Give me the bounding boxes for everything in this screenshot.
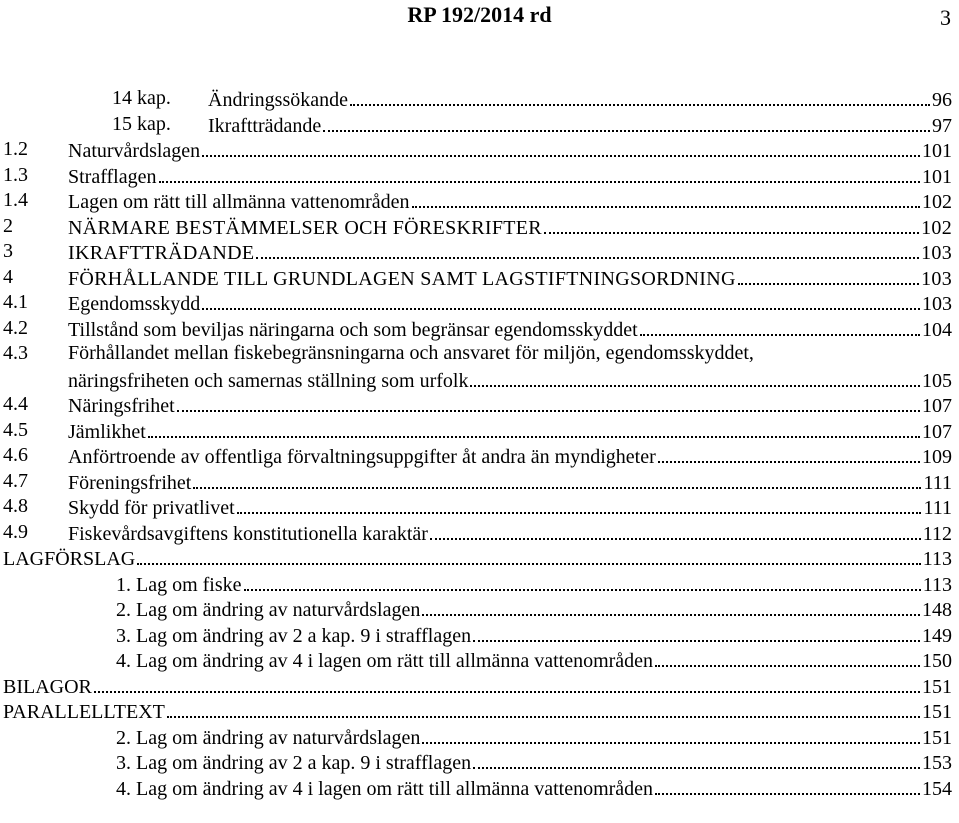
toc-entry[interactable]: [0, 341, 952, 367]
dot-leader: [148, 418, 920, 438]
toc-entry[interactable]: [0, 265, 952, 291]
dot-leader: [244, 571, 921, 591]
toc-entry-number: 4.8: [3, 495, 28, 517]
toc-entry-page: 151: [922, 675, 952, 698]
toc-entry-page: 102: [921, 216, 952, 239]
toc-entry-number: 1.2: [3, 138, 28, 160]
toc-entry-page: 102: [922, 191, 952, 213]
toc-entry-number: 4.6: [3, 444, 28, 466]
dot-leader: [193, 469, 921, 489]
dot-leader: [159, 163, 921, 183]
toc-entry[interactable]: [0, 622, 952, 648]
dot-leader: [640, 316, 920, 336]
toc-entry-page: 96: [932, 89, 952, 111]
dot-leader: [544, 214, 919, 234]
toc-entry-page: 111: [923, 471, 952, 494]
toc-entry-title: Naturvårdslagen: [68, 140, 201, 162]
toc-entry-title: Tillstånd som beviljas näringarna och som begränsar egendomsskyddet: [68, 318, 638, 341]
toc-entry-page: 111: [923, 497, 952, 519]
toc-entry[interactable]: [0, 188, 952, 214]
dot-leader: [473, 622, 920, 642]
toc-entry-number: 4.1: [3, 291, 28, 313]
toc-entry-title: Egendomsskydd: [68, 293, 201, 315]
toc-entry-page: 112: [922, 522, 952, 545]
toc-entry-number: 14 kap.: [112, 87, 171, 109]
toc-entry-title: Förhållandet mellan fiskebegränsningarna och ansvaret för miljön, egendomsskyddet,: [68, 342, 754, 364]
toc-entry[interactable]: [0, 647, 952, 673]
toc-entry-title: 2. Lag om ändring av naturvårdslagen: [116, 726, 421, 749]
dot-leader: [94, 673, 920, 693]
toc-entry[interactable]: [0, 775, 952, 801]
toc-entry[interactable]: [0, 86, 952, 112]
toc-entry-title: 2. Lag om ändring av naturvårdslagen: [116, 599, 421, 621]
toc-entry[interactable]: [0, 392, 952, 418]
page-number: 3: [940, 5, 951, 30]
toc-entry-title-continuation: näringsfriheten och samernas ställning som urfolk: [68, 369, 469, 392]
document-header-title: RP 192/2014 rd: [407, 2, 552, 27]
toc-entry-title: 4. Lag om ändring av 4 i lagen om rätt till allmänna vattenområden: [116, 777, 654, 800]
toc-entry-title: Skydd för privatlivet: [68, 497, 235, 519]
toc-entry-title: Näringsfrihet: [68, 395, 175, 417]
toc-entry-title: 3. Lag om ändring av 2 a kap. 9 i strafflagen: [116, 624, 472, 647]
toc-entry-page: 151: [922, 701, 952, 723]
toc-entry[interactable]: [0, 520, 952, 546]
toc-entry-number: 4: [3, 265, 14, 288]
toc-entry-number: 3: [3, 240, 14, 262]
dot-leader: [350, 86, 930, 106]
toc-entry[interactable]: [0, 571, 952, 597]
dot-leader: [137, 545, 920, 565]
toc-entry[interactable]: [0, 673, 952, 699]
dot-leader: [738, 265, 919, 285]
toc-entry-number: 4.5: [3, 418, 28, 441]
toc-entry-title: Anförtroende av offentliga förvaltningsuppgifter åt andra än myndigheter: [68, 446, 656, 468]
toc-entry[interactable]: [0, 724, 952, 750]
toc-entry-page: 149: [922, 624, 952, 647]
toc-entry-page: 109: [922, 446, 952, 468]
dot-leader: [655, 647, 920, 667]
toc-entry-title: NÄRMARE BESTÄMMELSER OCH FÖRESKRIFTER: [68, 216, 542, 239]
toc-entry-page: 148: [922, 599, 952, 621]
toc-entry[interactable]: [0, 316, 952, 342]
dot-leader: [202, 290, 920, 310]
toc-entry[interactable]: [0, 596, 952, 622]
toc-entry-number: 1.3: [3, 163, 28, 186]
dot-leader: [422, 724, 920, 744]
toc-entry[interactable]: [0, 137, 952, 163]
toc-entry-page: 151: [922, 726, 952, 749]
toc-entry-number: 4.2: [3, 316, 28, 339]
toc-entry[interactable]: [0, 749, 952, 775]
toc-entry[interactable]: [0, 239, 952, 265]
toc-entry[interactable]: [0, 163, 952, 189]
dot-leader: [655, 775, 920, 795]
toc-entry-page: 105: [922, 369, 952, 392]
toc-entry[interactable]: [0, 469, 952, 495]
toc-entry-number: 4.9: [3, 520, 28, 543]
dot-leader: [658, 443, 920, 463]
toc-entry[interactable]: [0, 545, 952, 571]
toc-entry-title: 4. Lag om ändring av 4 i lagen om rätt till allmänna vattenområden: [116, 650, 654, 672]
toc-entry[interactable]: [0, 112, 952, 138]
toc-entry-title: PARALLELLTEXT: [3, 701, 165, 723]
dot-leader: [473, 749, 920, 769]
toc-entry-page: 150: [922, 650, 952, 672]
toc-entry-page: 97: [932, 114, 952, 137]
toc-entry-page: 101: [922, 140, 952, 162]
dot-leader: [430, 520, 921, 540]
toc-entry-title: Strafflagen: [68, 165, 157, 188]
toc-entry-title: Lagen om rätt till allmänna vattenområden: [68, 191, 410, 213]
toc-entry-title: FÖRHÅLLANDE TILL GRUNDLAGEN SAMT LAGSTIFTNINGSORDNING: [68, 267, 736, 290]
toc-entry-page: 104: [922, 318, 952, 341]
dot-leader: [256, 239, 919, 259]
toc-entry-number: 1.4: [3, 189, 28, 211]
dot-leader: [177, 392, 920, 412]
toc-entry-title: 3. Lag om ändring av 2 a kap. 9 i strafflagen: [116, 752, 472, 774]
toc-entry-number: 2: [3, 214, 14, 237]
toc-entry-title: Fiskevårdsavgiftens konstitutionella karaktär: [68, 522, 428, 545]
dot-leader: [412, 188, 920, 208]
toc-entry-title: LAGFÖRSLAG: [3, 548, 136, 570]
table-of-contents: [0, 86, 952, 800]
toc-entry-number: 15 kap.: [112, 112, 171, 135]
toc-entry-title: BILAGOR: [3, 675, 92, 698]
toc-entry-number: 4.7: [3, 469, 28, 492]
toc-entry-title: Föreningsfrihet: [68, 471, 192, 494]
toc-entry-page: 113: [922, 548, 952, 570]
dot-leader: [323, 112, 930, 132]
toc-entry[interactable]: [0, 214, 952, 240]
dot-leader: [422, 596, 920, 616]
toc-entry-page: 153: [922, 752, 952, 774]
toc-entry[interactable]: [0, 290, 952, 316]
toc-entry-page: 113: [922, 573, 952, 596]
toc-entry-title: Jämlikhet: [68, 420, 146, 443]
toc-entry-continuation[interactable]: [0, 367, 952, 393]
toc-entry-page: 154: [922, 777, 952, 800]
toc-entry-title: 1. Lag om fiske: [116, 573, 242, 596]
toc-entry-page: 107: [922, 420, 952, 443]
dot-leader: [237, 494, 922, 514]
toc-entry-number: 4.3: [3, 342, 28, 364]
toc-entry-page: 103: [922, 293, 952, 315]
toc-entry[interactable]: [0, 418, 952, 444]
toc-entry-title: IKRAFTTRÄDANDE: [68, 242, 255, 264]
toc-entry-page: 103: [921, 242, 952, 264]
toc-entry[interactable]: [0, 698, 952, 724]
toc-entry-title: Ändringssökande: [208, 89, 348, 111]
dot-leader: [202, 137, 920, 157]
toc-entry-number: 4.4: [3, 393, 28, 415]
toc-entry-page: 107: [922, 395, 952, 417]
toc-entry-page: 101: [922, 165, 952, 188]
toc-entry-title: Ikraftträdande: [208, 114, 322, 137]
toc-entry-page: 103: [921, 267, 952, 290]
dot-leader: [167, 698, 920, 718]
toc-entry[interactable]: [0, 494, 952, 520]
dot-leader: [470, 367, 920, 387]
toc-entry[interactable]: [0, 443, 952, 469]
